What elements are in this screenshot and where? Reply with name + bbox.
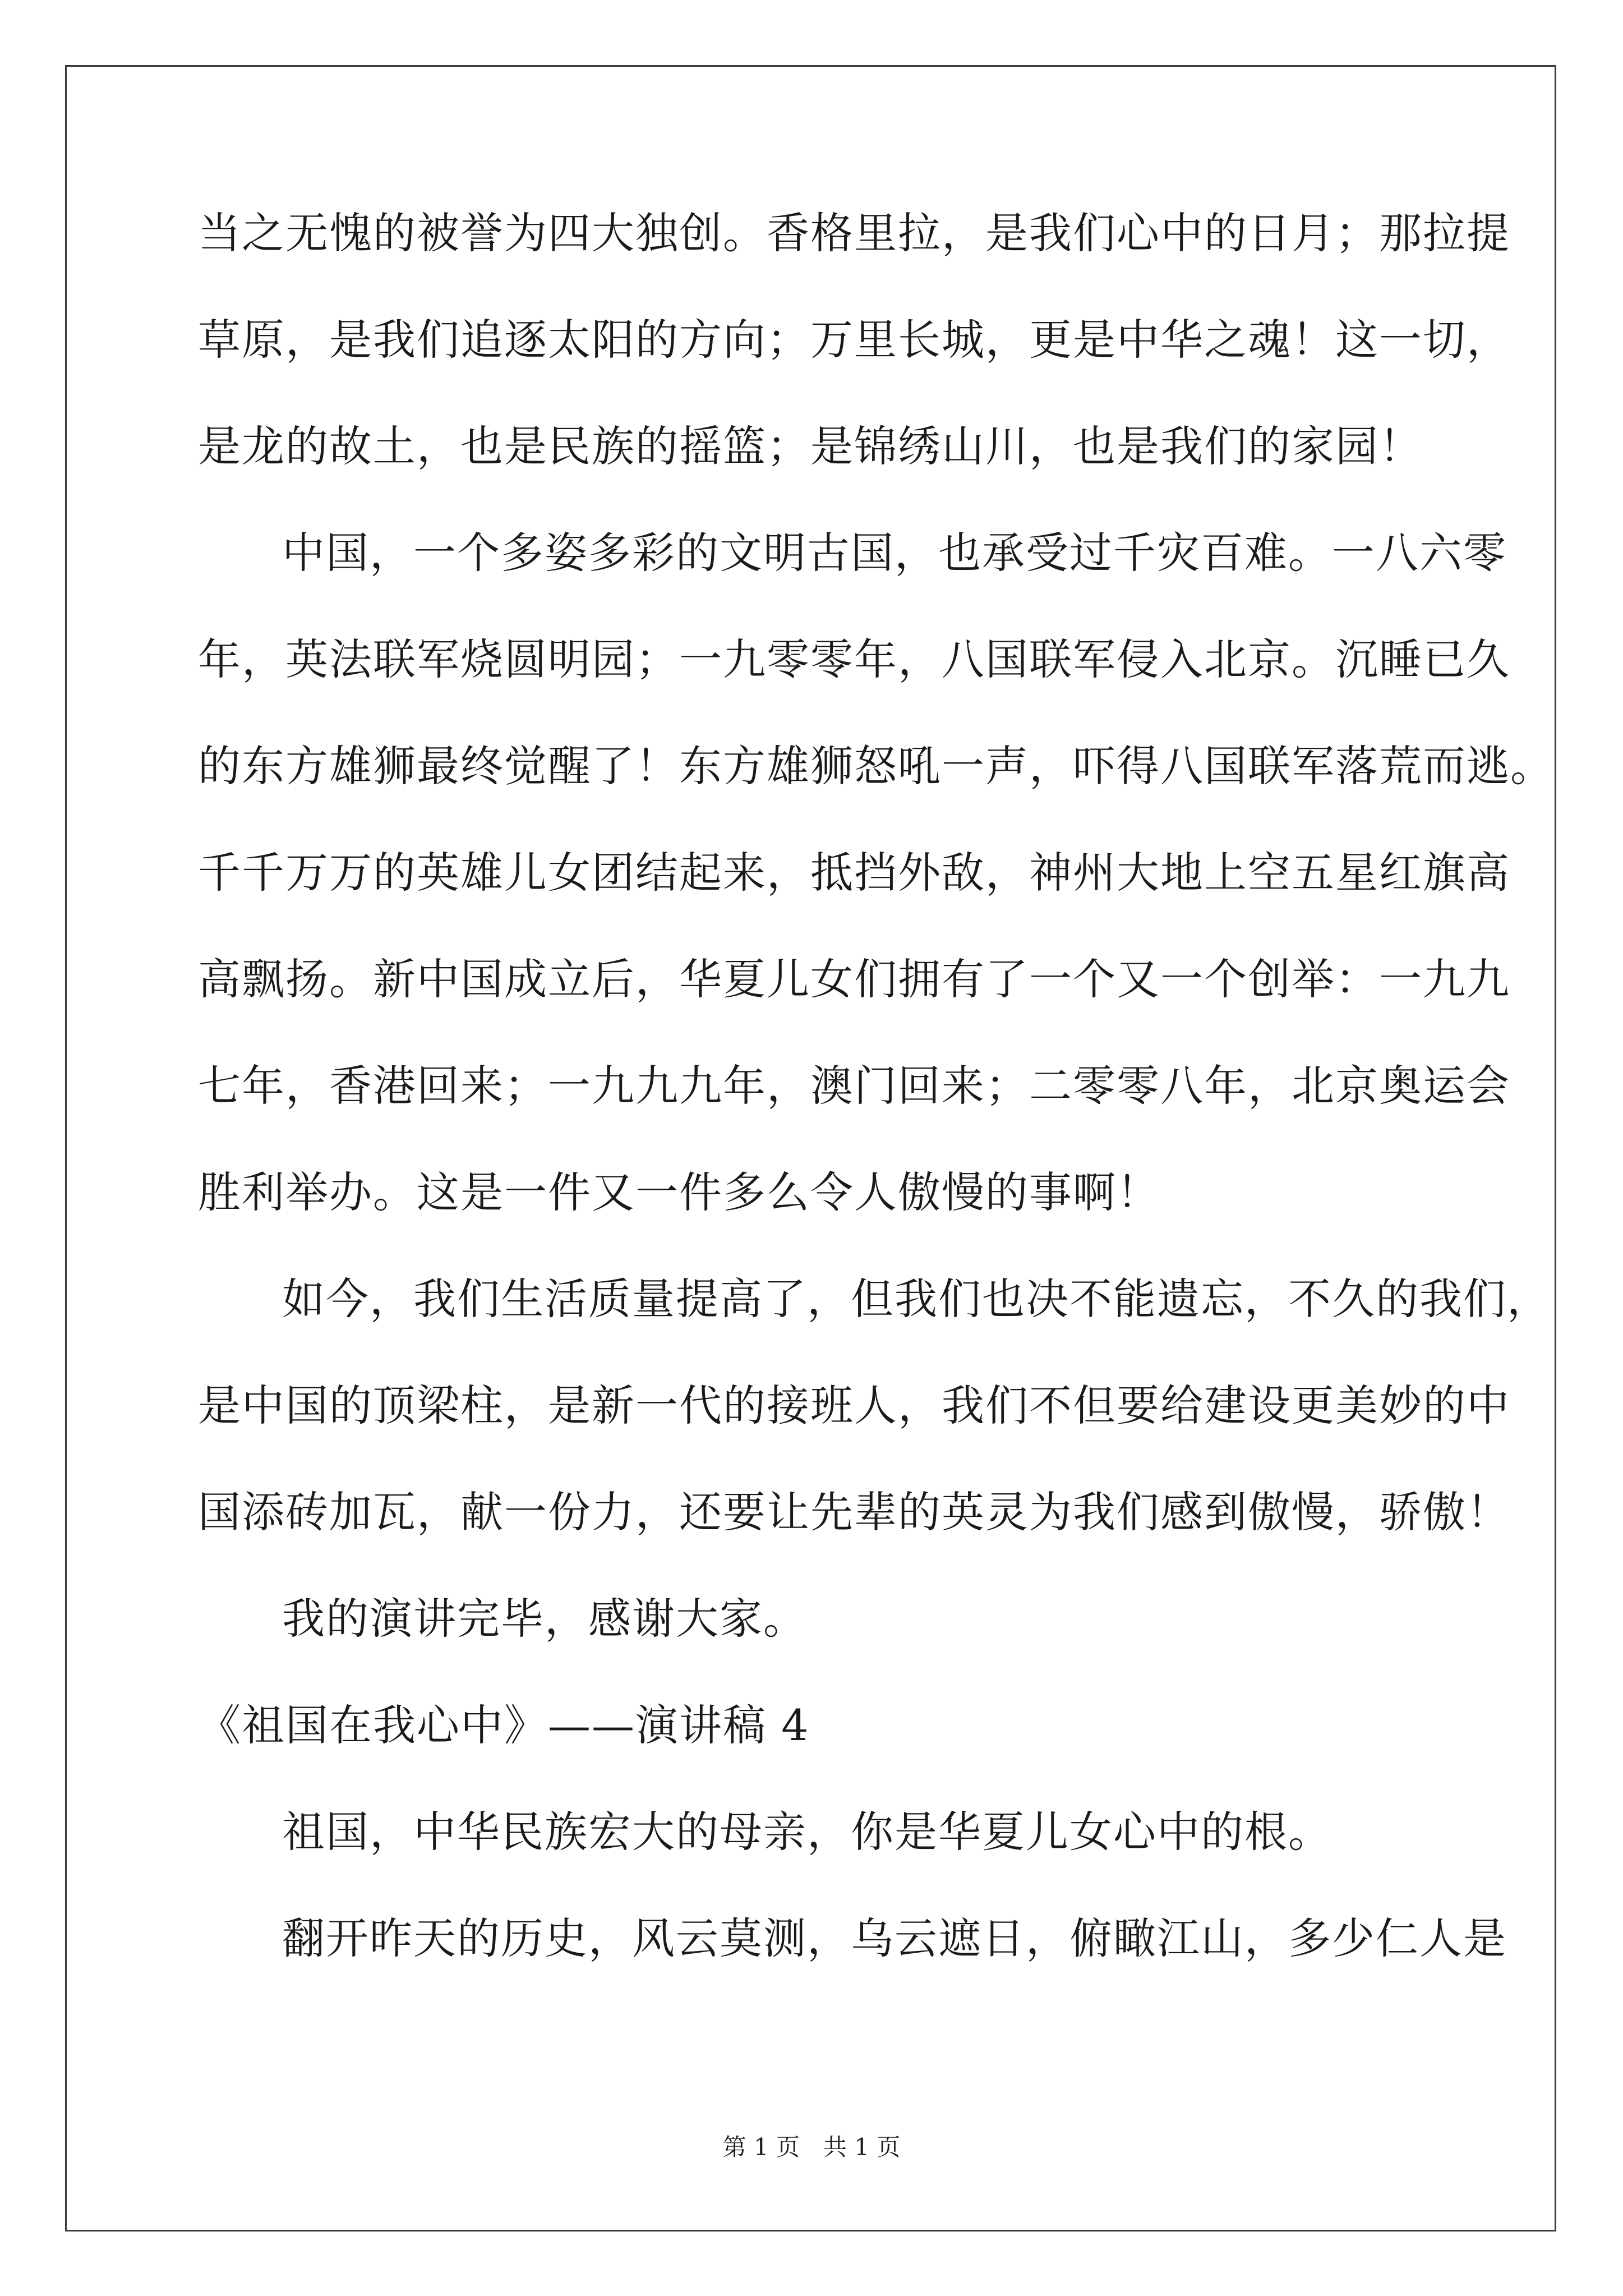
text-line: 是龙的故土，也是民族的摇篮；是锦绣山川，也是我们的家园！ <box>198 421 1423 471</box>
text-line: 七年，香港回来；一九九九年，澳门回来；二零零八年，北京奥运会 <box>198 1061 1510 1111</box>
page-footer: 第 1 页 共 1 页 <box>722 2133 901 2161</box>
paragraph-start-line: 翻开昨天的历史，风云莫测，乌云遮日，俯瞰江山，多少仁人是 <box>282 1913 1507 1963</box>
text-line: 国添砖加瓦，献一份力，还要让先辈的英灵为我们感到傲慢，骄傲！ <box>198 1487 1510 1537</box>
paragraph-start-line: 如今，我们生活质量提高了，但我们也决不能遗忘，不久的我们， <box>282 1274 1551 1324</box>
page-border <box>65 65 1556 2231</box>
text-line: 高飘扬。新中国成立后，华夏儿女们拥有了一个又一个创举：一九九 <box>198 954 1510 1004</box>
text-line: 的东方雄狮最终觉醒了！东方雄狮怒吼一声，吓得八国联军落荒而逃。 <box>198 741 1554 791</box>
section-heading: 《祖国在我心中》——演讲稿 4 <box>198 1700 810 1750</box>
text-line: 千千万万的英雄儿女团结起来，抵挡外敌，神州大地上空五星红旗高 <box>198 848 1510 898</box>
paragraph-start-line: 中国，一个多姿多彩的文明古国，也承受过千灾百难。一八六零 <box>282 528 1507 578</box>
text-line: 年，英法联军烧圆明园；一九零零年，八国联军侵入北京。沉睡已久 <box>198 634 1510 684</box>
text-line: 当之无愧的被誉为四大独创。香格里拉，是我们心中的日月；那拉提 <box>198 208 1510 258</box>
text-line: 是中国的顶梁柱，是新一代的接班人，我们不但要给建设更美妙的中 <box>198 1381 1510 1430</box>
paragraph-start-line: 我的演讲完毕，感谢大家。 <box>282 1594 807 1644</box>
paragraph-start-line: 祖国，中华民族宏大的母亲，你是华夏儿女心中的根。 <box>282 1807 1332 1857</box>
text-line: 草原，是我们追逐太阳的方向；万里长城，更是中华之魂！这一切， <box>198 315 1510 365</box>
text-line: 胜利举办。这是一件又一件多么令人傲慢的事啊！ <box>198 1167 1160 1217</box>
